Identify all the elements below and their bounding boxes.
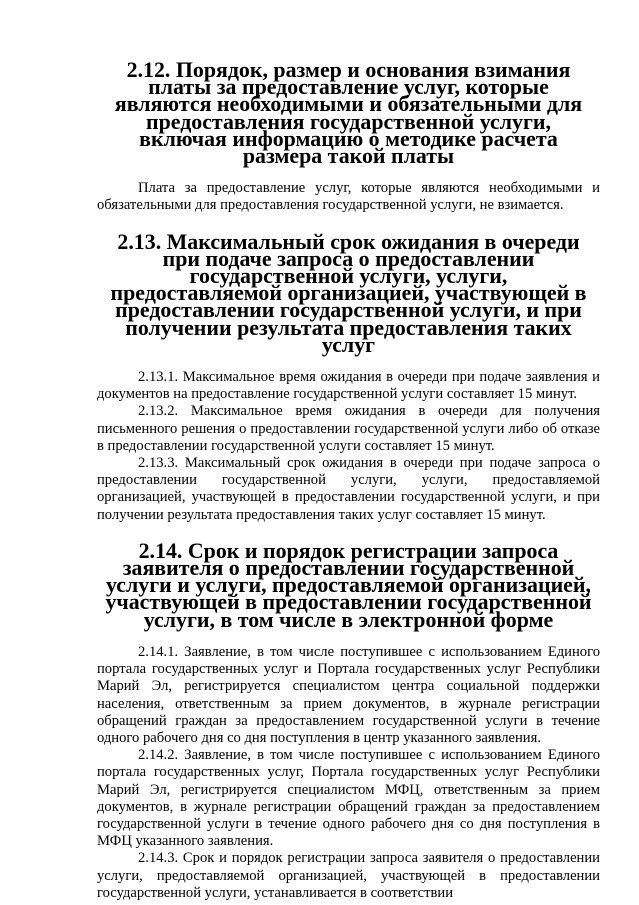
section-2-12-paragraph-1: Плата за предоставление услуг, которые являются необходимыми и обязательными для предоставления государственной услуги, не взимается. bbox=[97, 180, 600, 214]
section-heading-2-12: 2.12. Порядок, размер и основания взимания платы за предоставление услуг, которые являются необходимыми и обязательными для предоставления государственной услуги, включая информацию о методике расчета размера такой платы bbox=[114, 57, 583, 169]
section-2-14-paragraph-2: 2.14.2. Заявление, в том числе поступившее с использованием Единого портала государственных услуг, Портала государственных услуг Республики Марий Эл, регистрируется специалистом МФЦ, ответственным за прием документов, в журнале регистрации обращений граждан за предоставлением государственной услуги в течение одного рабочего дня со дня поступления в МФЦ указанного заявления. bbox=[97, 747, 600, 850]
section-2-13-paragraph-3: 2.13.3. Максимальный срок ожидания в очереди при подаче запроса о предоставлении государственной услуги, услуги, предоставляемой организацией, участвующей в предоставлении государственной услуги, и при получении результата предоставления таких услуг составляет 15 минут. bbox=[97, 455, 600, 523]
section-heading-2-13: 2.13. Максимальный срок ожидания в очереди при подаче запроса о предоставлении государственной услуги, услуги, предоставляемой организацией, участвующей в предоставлении государственной услуги, и при получении результата предоставления таких услуг bbox=[110, 228, 587, 357]
section-2-13-paragraph-1: 2.13.1. Максимальное время ожидания в очереди при подаче заявления и документов на предоставление государственной услуги составляет 15 минут. bbox=[97, 369, 600, 403]
section-2-13-paragraph-2: 2.13.2. Максимальное время ожидания в очереди для получения письменного решения о предоставлении государственной услуги либо об отказе в предоставлении государственной услуги составляет 15 минут. bbox=[97, 403, 600, 454]
section-2-14-paragraph-1: 2.14.1. Заявление, в том числе поступившее с использованием Единого портала государственных услуг и Портала государственных услуг Республики Марий Эл, регистрируется специалистом центра социальной поддержки населения, ответственным за прием документов, в журнале регистрации обращений граждан за предоставлением государственной услуги в течение одного рабочего дня со дня поступления в центр указанного заявления. bbox=[97, 643, 600, 746]
section-heading-2-14: 2.14. Срок и порядок регистрации запроса заявителя о предоставлении государственной услуги и услуги, предоставляемой организацией, участвующей в предоставлении государственной услуги, в том числе в электронной форме bbox=[105, 537, 592, 632]
document-body bbox=[97, 57, 600, 902]
section-2-14-paragraph-3: 2.14.3. Срок и порядок регистрации запроса заявителя о предоставлении услуги, предоставляемой организацией, участвующей в предоставлении государственной услуги, устанавливается в соответствии bbox=[97, 850, 600, 901]
